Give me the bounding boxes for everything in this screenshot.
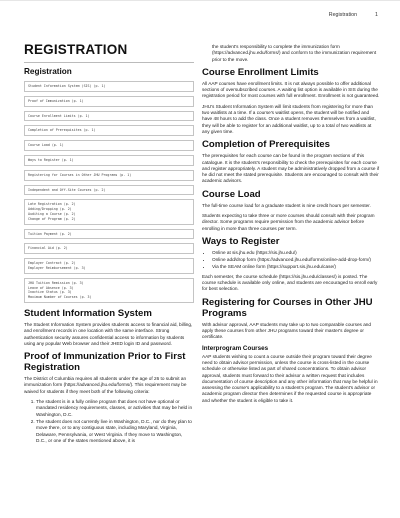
immunization-heading: Proof of Immunization Prior to First Registration <box>24 351 186 374</box>
table-of-contents <box>24 81 194 303</box>
header-rule <box>0 0 400 1</box>
prerequisites-body: The prerequisites for each course can be found in the program sections of this catalogue. It is the student's responsibility to check the prerequisites for each course and register appropriately. A student may be administratively dropped from a course if he did not meet the stated prerequisite. Students are encouraged to consult with their academic advisors. <box>202 153 380 184</box>
toc-group-employer <box>24 258 194 274</box>
toc-link-change-of-program[interactable]: Change of Program (p. 2) <box>28 216 76 221</box>
toc-link-course-load[interactable]: Course Load (p. 1) <box>24 140 194 151</box>
toc-link-employer-contract[interactable]: Employer Contract (p. 2) <box>28 261 76 266</box>
ways-heading: Ways to Register <box>202 235 280 247</box>
toc-link-enrollment-limits[interactable]: Course Enrollment Limits (p. 1) <box>24 111 194 122</box>
course-load-p1: The full-time course load for a graduate student is nine credit hours per semester. <box>202 202 371 208</box>
enrollment-limits-p2: JHU's Student Information System will limit students from registering for more than two waitlists at a time. If a course's waitlist opens, the student will be notified and have 48 hours to add the class. Once a student removes themselves from a waitlist, they will be able to register for an additional waitlist, up to a total of two waitlists at any given time. <box>202 103 376 134</box>
other-jhu-heading: Registering for Courses in Other JHU Programs <box>202 296 373 319</box>
list-item: 1. The student is in a fully online program that does not have optional or mandated residency requirements, classes, or activities that may be held in Washington, D.C. <box>36 399 194 418</box>
other-jhu-body: With advisor approval, AAP students may take up to two comparable courses and apply these courses from other JHU programs toward their master's degree or certificate. <box>202 321 372 340</box>
ways-item-add-drop <box>212 257 380 263</box>
toc-heading: Registration <box>24 67 72 76</box>
course-load-p2: Students expecting to take three or more courses should consult with their program director. Some programs require permission from the academic advisor before enrolling in more than three courses per term. <box>202 213 375 231</box>
running-header <box>329 12 378 18</box>
toc-link-financial-aid[interactable]: Financial Aid (p. 2) <box>24 243 194 254</box>
toc-link-tuition-payment[interactable]: Tuition Payment (p. 2) <box>24 229 194 240</box>
page-number: 1 <box>375 12 378 18</box>
toc-link-prerequisites[interactable]: Completion of Prerequisites (p. 1) <box>24 125 194 136</box>
interprogram-heading: Interprogram Courses <box>202 344 269 352</box>
toc-group-tuition-remission <box>24 278 194 303</box>
interprogram-body: AAP students wishing to count a course outside their program toward their degree need to obtain advisor permission, unless the course is cross-listed in the course schedule or otherwise listed as part of shared concentrations. To obtain advisor approval, students must forward to their advisor a written request that includes documentation of course description and any other information that may be helpful in assessing the course's applicability to a student's program. The student's advisor or academic program director then determines if the requested course is appropriate and whether the student is eligible to take it. <box>202 353 378 403</box>
toc-link-independent-courses[interactable]: Independent and Off-Site Courses (p. 2) <box>24 185 194 196</box>
immunization-criteria-list <box>24 399 194 444</box>
toc-link-other-jhu-programs[interactable]: Registering for Courses in Other JHU Programs (p. 1) <box>24 170 194 181</box>
left-column <box>24 42 194 447</box>
toc-link-tuition-remission[interactable]: JHU Tuition Remission (p. 3) <box>28 280 84 285</box>
ways-body: Each semester, the course schedule (https://sis.jhu.edu/classes/) is posted. The course schedule is available only online, and students are encouraged to enroll early for best selection. <box>202 273 378 292</box>
list-item: 2. The student does not currently live in Washington, D.C., nor do they plan to move there, or to any contiguous state, including Maryland, Virginia, Delaware, Pennsylvania, or West Virginia. If they move to Washington, D.C., or one of the states mentioned above, it is <box>36 419 194 444</box>
enrollment-limits-heading: Course Enrollment Limits <box>202 66 319 78</box>
right-column <box>202 44 380 408</box>
ways-item-seam <box>212 264 380 270</box>
toc-link-auditing[interactable]: Auditing a Course (p. 2) <box>28 211 76 216</box>
sis-heading: Student Information System <box>24 307 152 319</box>
ways-item-sis <box>212 250 380 256</box>
toc-link-ways-to-register[interactable]: Ways to Register (p. 1) <box>24 155 194 166</box>
page-title: REGISTRATION <box>24 42 128 57</box>
toc-link-adding-dropping[interactable]: Adding/Dropping (p. 2) <box>28 207 72 212</box>
toc-link-late-registration[interactable]: Late Registration (p. 2) <box>28 202 76 207</box>
sis-body: The Student Information System provides students access to financial aid, billing, and enrollment records in one location with the same interface. Strong authentication security assures confidential access to information by students using any popular Web browser and their JHED login ID and password. <box>24 321 193 346</box>
title-divider <box>24 62 194 63</box>
toc-link-sis[interactable]: Student Information System (SIS) (p. 1) <box>24 81 194 92</box>
course-load-heading: Course Load <box>202 188 261 200</box>
toc-link-immunization[interactable]: Proof of Immunization (p. 1) <box>24 96 194 107</box>
sis-link[interactable]: Online at sis.jhu.edu (https://sis.jhu.edu/) <box>212 249 297 255</box>
ways-list <box>202 250 380 270</box>
toc-link-employer-reimbursement[interactable]: Employer Reimbursement (p. 3) <box>28 265 86 270</box>
running-title: Registration <box>328 12 358 18</box>
toc-group-late-registration <box>24 199 194 224</box>
toc-link-inactive-status[interactable]: Inactive Status (p. 3) <box>28 290 72 295</box>
immunization-body: The District of Columbia requires all students under the age of 26 to submit an immunization form (https://advanced.jhu.edu/forms/). This requirement may be waived for students if they meet both of the following criteria: <box>24 376 187 394</box>
toc-link-leave-of-absence[interactable]: Leave of Absence (p. 3) <box>28 285 74 290</box>
toc-link-maximum-courses[interactable]: Maximum Number of Courses (p. 3) <box>28 295 92 300</box>
add-drop-form-link[interactable]: Online add/drop form (https://advanced.jhu.edu/forms/online-add-drop-form/) <box>212 256 371 262</box>
prerequisites-heading: Completion of Prerequisites <box>202 139 330 151</box>
seam-form-link[interactable]: Via the SEAM online form (https://support.sis.jhu.edu/case/) <box>212 263 336 269</box>
enrollment-limits-p1: All AAP courses have enrollment limits. It is not always possible to offer additional sections of oversubscribed courses. A waiting list option is available in SIS during the registration period for most courses with full enrollment. Enrollment is not guaranteed. <box>202 80 380 99</box>
immunization-continued: the student's responsibility to complete the immunization form (https://advanced.jhu.edu/forms/) and conform to the immunization requirement prior to the move. <box>212 44 377 62</box>
